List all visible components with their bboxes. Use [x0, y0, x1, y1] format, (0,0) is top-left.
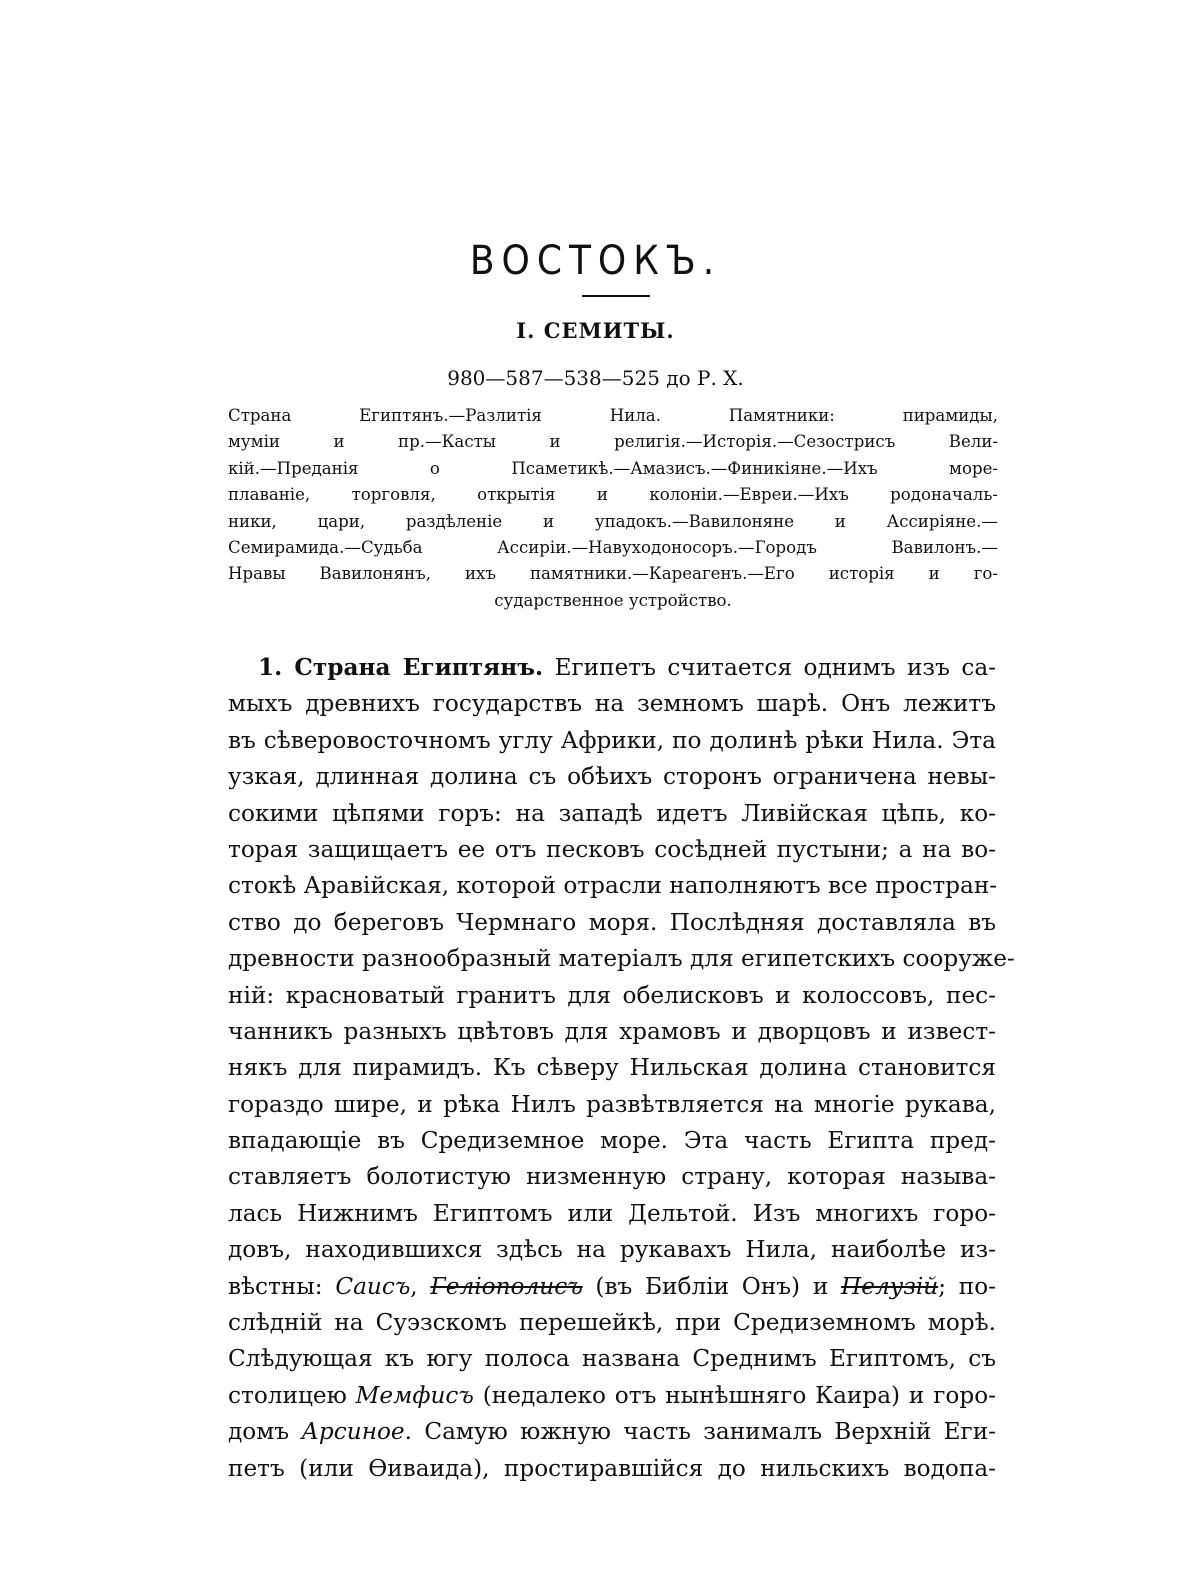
body-line: ство до береговъ Чермнаго моря. Послѣдняя доставляла въ	[228, 908, 996, 936]
body-line: древности разнообразный матеріалъ для египетскихъ сооруже-	[228, 945, 1015, 973]
summary-line: Семирамида.—Судьба Ассиріи.—Навуходоносоръ.—Городъ Вавилонъ.—	[228, 537, 998, 557]
body-line: мыхъ древнихъ государствъ на земномъ шарѣ. Онъ лежитъ	[228, 690, 996, 718]
summary-line: муміи и пр.—Касты и религія.—Исторія.—Сезострисъ Вели-	[228, 432, 998, 452]
summary-line: ники, цари, раздѣленіе и упадокъ.—Вавилоняне и Ассиріяне.—	[228, 511, 998, 531]
body-line	[228, 1378, 996, 1414]
body-line: торая защищаетъ ее отъ песковъ сосѣдней пустыни; а на во-	[228, 835, 996, 863]
summary-line: Нравы Вавилонянъ, ихъ памятники.—Кареагенъ.—Его исторія и го-	[228, 564, 998, 584]
body-line: узкая, длинная долина съ обѣихъ сторонъ ограничена невы-	[228, 763, 996, 791]
body-line: слѣдній на Суэзскомъ перешейкѣ, при Средиземномъ морѣ.	[228, 1309, 996, 1337]
body-line: петъ (или Өиваида), простиравшійся до нильскихъ водопа-	[228, 1454, 996, 1482]
summary-line: Страна Египтянъ.—Разлитія Нила. Памятники: пирамиды,	[228, 406, 998, 425]
place-name-sais: Саисъ	[335, 1272, 411, 1300]
paragraph-heading: 1. Страна Египтянъ.	[258, 654, 544, 681]
summary-line: плаваніе, торговля, открытія и колоніи.—Евреи.—Ихъ родоначаль-	[228, 485, 998, 505]
body-text-span: вѣстны:	[228, 1272, 336, 1300]
title-divider	[582, 295, 650, 297]
body-line: Слѣдующая къ югу полоса названа Среднимъ Египтомъ, съ	[228, 1345, 996, 1373]
body-text-span: . Самую южную часть занималъ Верхній Еги-	[404, 1418, 996, 1446]
body-line: чанникъ разныхъ цвѣтовъ для храмовъ и дворцовъ и извест-	[228, 1017, 996, 1045]
chapter-summary	[228, 403, 998, 614]
place-name-pelusium: Пелузій	[841, 1272, 939, 1300]
body-line: впадающіе въ Средиземное море. Эта часть Египта пред-	[228, 1127, 996, 1155]
page-title: ВОСТОКЪ.	[469, 238, 722, 284]
place-name-heliopolis: Геліополисъ	[430, 1272, 583, 1300]
body-line: ставляетъ болотистую низменную страну, которая называ-	[228, 1163, 996, 1191]
section-heading: I. СЕМИТЫ.	[516, 318, 675, 343]
date-range: 980—587—538—525 до Р. X.	[447, 366, 744, 390]
body-line	[228, 1414, 996, 1450]
body-line: гораздо шире, и рѣка Нилъ развѣтвляется на многіе рукава,	[228, 1090, 996, 1118]
body-line: довъ, находившихся здѣсь на рукавахъ Нила, наиболѣе из-	[228, 1236, 996, 1264]
body-text-span: ; по-	[938, 1272, 996, 1300]
body-text-span: домъ	[228, 1418, 302, 1446]
body-line: стокѣ Аравійская, которой отрасли наполняютъ все простран-	[228, 872, 998, 900]
body-text	[228, 650, 1015, 1487]
body-text-span: (недалеко отъ нынѣшняго Каира) и горо-	[473, 1381, 996, 1409]
summary-line: кій.—Преданія о Псаметикѣ.—Амазисъ.—Финикіяне.—Ихъ море-	[228, 458, 998, 478]
body-line: ній: красноватый гранитъ для обелисковъ и колоссовъ, пес-	[228, 981, 996, 1009]
body-line: въ сѣверовосточномъ углу Африки, по долинѣ рѣки Нила. Эта	[228, 726, 996, 754]
body-text-span: (въ Библіи Онъ) и	[582, 1272, 842, 1300]
body-line	[228, 1269, 996, 1305]
body-line	[228, 650, 996, 686]
body-line: сокими цѣпями горъ: на западѣ идетъ Ливійская цѣпь, ко-	[228, 799, 996, 827]
place-name-memphis: Мемфисъ	[355, 1381, 474, 1409]
body-text-span: Египетъ считается однимъ изъ са-	[543, 654, 996, 681]
summary-line: сударственное устройство.	[494, 590, 732, 610]
place-name-arsinoe: Арсиное	[301, 1418, 405, 1446]
body-line: някъ для пирамидъ. Къ сѣверу Нильская долина становится	[228, 1054, 996, 1082]
body-line: лась Нижнимъ Египтомъ или Дельтой. Изъ многихъ горо-	[228, 1199, 996, 1227]
body-text-span: ,	[410, 1272, 431, 1300]
body-text-span: столицею	[228, 1381, 356, 1409]
